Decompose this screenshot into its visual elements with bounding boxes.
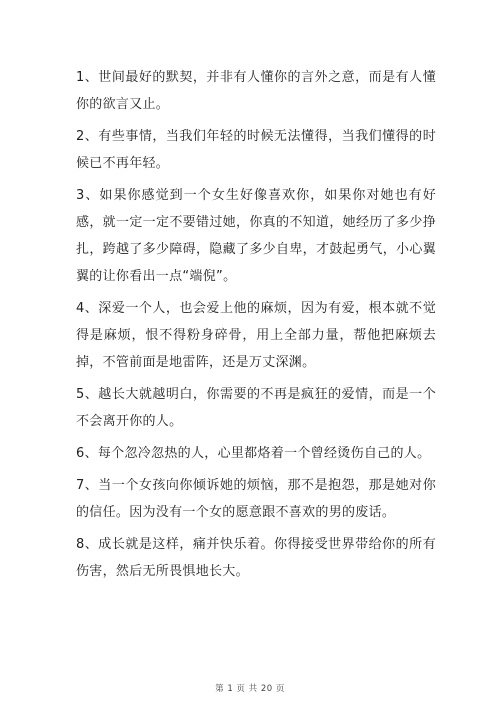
paragraph-2: 2、有些事情，当我们年轻的时候无法懂得，当我们懂得的时候已不再年轻。 (76, 129, 436, 171)
paragraph-1: 1、世间最好的默契，并非有人懂你的言外之意，而是有人懂你的欲言又止。 (76, 70, 436, 112)
paragraph-6: 6、每个忽冷忽热的人，心里都烙着一个曾经烫伤自己的人。 (76, 446, 431, 461)
paragraph-4: 4、深爱一个人，也会爱上他的麻烦，因为有爱，根本就不觉得是麻烦，恨不得粉身碎骨，用上全部力量，帮他把麻烦去掉，不管前面是地雷阵，还是万丈深渊。 (76, 301, 436, 370)
document-body (76, 64, 436, 590)
paragraph-7: 7、当一个女孩向你倾诉她的烦恼，那不是抱怨，那是她对你的信任。因为没有一个女的愿意跟不喜欢的男的废话。 (76, 478, 436, 520)
paragraph-3: 3、如果你感觉到一个女生好像喜欢你，如果你对她也有好感，就一定一定不要错过她，你真的不知道，她经历了多少挣扎，跨越了多少障碍，隐藏了多少自卑，才鼓起勇气，小心翼翼的让你看出一点“端倪”。 (76, 188, 436, 284)
paragraph-5: 5、越长大就越明白，你需要的不再是疯狂的爱情，而是一个不会离开你的人。 (76, 387, 436, 429)
page-number-footer: 第 1 页 共 20 页 (215, 684, 285, 694)
paragraph-8: 8、成长就是这样，痛并快乐着。你得接受世界带给你的所有伤害，然后无所畏惧地长大。 (76, 537, 436, 579)
